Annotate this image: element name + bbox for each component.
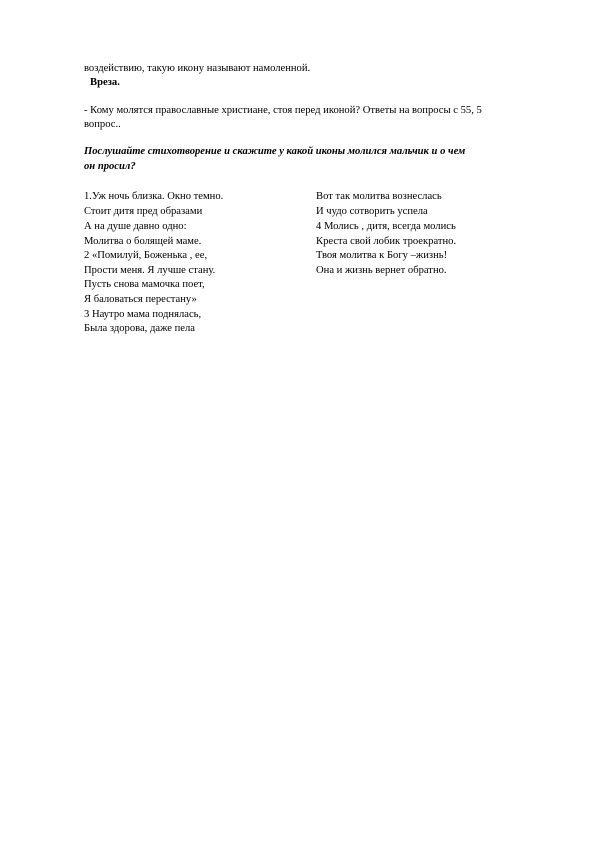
poem-line: Она и жизнь вернет обратно. — [316, 265, 447, 276]
poem-line: 3 Наутро мама поднялась, — [84, 309, 202, 320]
poem-line: А на душе давно одно: — [84, 221, 187, 232]
poem-line: Креста свой лобик троекратно. — [316, 236, 457, 247]
poem-line: 4 Молись , дитя, всегда молись — [316, 221, 456, 232]
poem-line: Прости меня. Я лучше стану. — [84, 265, 216, 276]
poem-line: Пусть снова мамочка поет, — [84, 279, 205, 290]
poem-line: 1.Уж ночь близка. Окно темно. — [84, 191, 224, 202]
section-heading: Вреза. — [90, 77, 120, 88]
poem-line: Вот так молитва вознеслась — [316, 191, 442, 202]
question-line-2: вопрос.. — [84, 119, 121, 130]
poem-line: Стоит дитя пред образами — [84, 206, 203, 217]
poem-line: И чудо сотворить успела — [316, 206, 428, 217]
poem-line: Твоя молитва к Богу –жизнь! — [316, 250, 448, 261]
task-line-1: Послушайте стихотворение и скажите у какой иконы молился мальчик и о чем — [84, 146, 466, 157]
poem-line: Молитва о болящей маме. — [84, 236, 202, 247]
intro-text-line: воздействию, такую икону называют намоленной. — [84, 63, 311, 74]
task-line-2: он просил? — [84, 161, 136, 172]
poem-line: Была здорова, даже пела — [84, 323, 195, 334]
poem-line: 2 «Помилуй, Боженька , ее, — [84, 250, 208, 261]
question-line-1: - Кому молятся православные христиане, стоя перед иконой? Ответы на вопросы с 55, 5 — [84, 105, 482, 116]
poem-line: Я баловаться перестану» — [84, 294, 197, 305]
